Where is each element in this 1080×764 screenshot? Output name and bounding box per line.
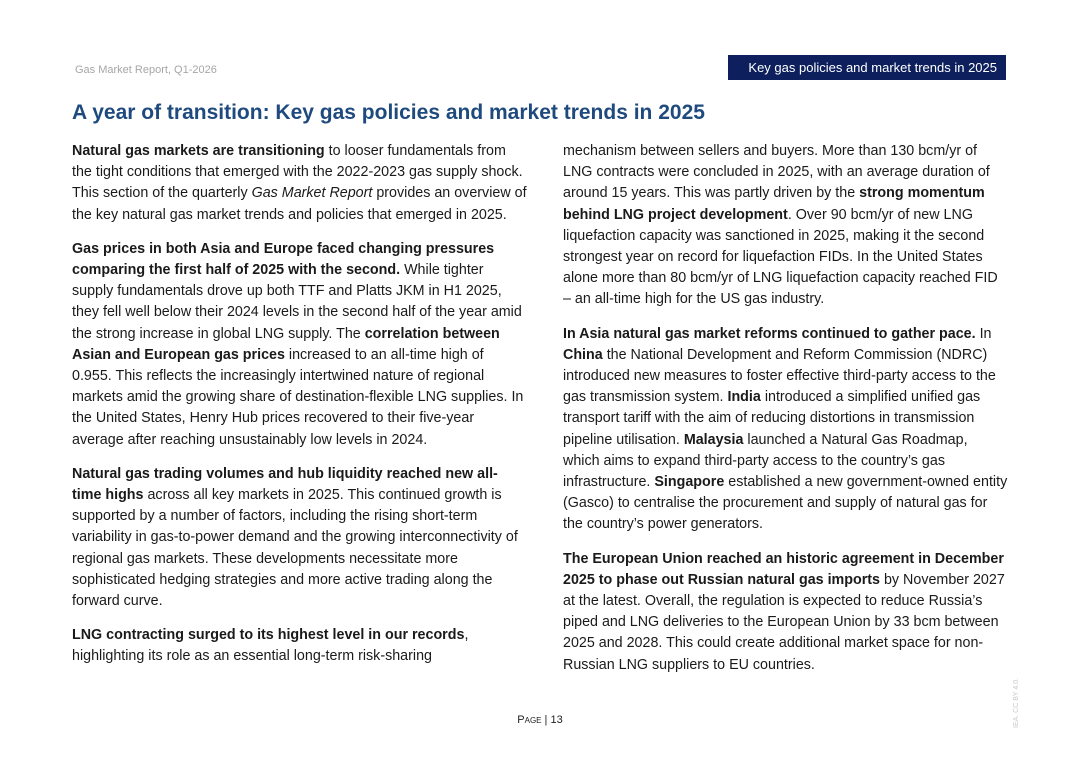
report-title-italic: Gas Market Report <box>251 185 373 202</box>
body-text: to looser fundamentals from the tight conditions that emerged with the 2022-2023 gas supply shock. This section of the quarterly <box>72 143 523 202</box>
report-name: Gas Market Report, Q1-2026 <box>75 64 217 76</box>
lead-bold: Natural gas trading volumes and hub liquidity reached new all-time highs <box>72 465 498 504</box>
country-china: China <box>563 346 603 363</box>
body-text: While tighter supply fundamentals drove up both TTF and Platts JKM in H1 2025, they fell well below their 2024 levels in the second half of the year amid the strong increase in global LNG supply. The <box>72 262 522 342</box>
body-text: introduced a simplified unified gas transport tariff with the aim of reducing distortions in transmission pipeline utilisation. <box>563 389 981 448</box>
lead-bold: In Asia natural gas market reforms continued to gather pace. <box>563 325 976 342</box>
body-text: increased to an all-time high of 0.955. This reflects the increasingly intertwined nature of regional markets amid the growing share of destination-flexible LNG supplies. In the United States, Henry Hub prices recovered to their five-year average after reaching unsustainably low levels in 2024. <box>72 346 524 448</box>
emphasis-bold: correlation between Asian and European gas prices <box>72 325 500 363</box>
body-text: provides an overview of the key natural gas market trends and policies that emerged in 2025. <box>72 185 527 223</box>
page-footer <box>0 714 1080 726</box>
page-separator: | <box>541 714 551 726</box>
body-text: established a new government-owned entity (Gasco) to centralise the procurement and supply of natural gas for the country’s power generators. <box>563 474 1008 533</box>
country-singapore: Singapore <box>654 474 725 491</box>
paragraph-asia-reforms <box>563 324 1008 536</box>
lead-bold: Gas prices in both Asia and Europe faced changing pressures comparing the first half of 2025 with the second. <box>72 240 495 279</box>
paragraph-gas-prices <box>72 239 527 451</box>
license-notice: IEA. CC BY 4.0. <box>1013 677 1020 728</box>
paragraph-lng-continued <box>563 141 1008 311</box>
section-tab: Key gas policies and market trends in 2025 <box>728 55 1006 80</box>
body-text: , highlighting its role as an essential long-term risk-sharing <box>72 627 469 665</box>
lead-bold: LNG contracting surged to its highest level in our records <box>72 627 465 644</box>
country-malaysia: Malaysia <box>683 431 744 448</box>
body-text: by November 2027 at the latest. Overall, the regulation is expected to reduce Russia’s piped and LNG deliveries to the European Union by 33 bcm between 2025 and 2028. This could create additional market space for non-Russian LNG suppliers to EU countries. <box>563 571 1005 673</box>
page-label: Page <box>517 714 542 726</box>
right-column <box>563 141 1008 689</box>
emphasis-bold: strong momentum behind LNG project development <box>563 185 985 223</box>
lead-bold: Natural gas markets are transitioning <box>72 143 325 159</box>
left-column <box>72 141 527 681</box>
body-text: across all key markets in 2025. This continued growth is supported by a number of factors, including the rising short-term variability in gas-to-power demand and the growing interconnectivity of regional gas markets. These developments necessitate more sophisticated hedging strategies and more active trading along the forward curve. <box>72 487 518 610</box>
body-text: mechanism between sellers and buyers. More than 130 bcm/yr of LNG contracts were concluded in 2025, with an average duration of around 15 years. This was partly driven by the <box>563 143 990 202</box>
page-title: A year of transition: Key gas policies and market trends in 2025 <box>72 101 705 124</box>
body-text: . Over 90 bcm/yr of new LNG liquefaction capacity was sanctioned in 2025, making it the second strongest year on record for liquefaction FIDs. In the United States alone more than 80 bcm/yr of LNG liquefaction capacity reached FID – an all-time high for the US gas industry. <box>563 206 998 308</box>
body-text: launched a Natural Gas Roadmap, which aims to expand third-party access to the country’s gas infrastructure. <box>563 431 968 491</box>
paragraph-lng-contracting <box>72 625 527 667</box>
paragraph-trading-volumes <box>72 464 527 612</box>
country-india: India <box>727 389 761 406</box>
lead-bold: The European Union reached an historic agreement in December 2025 to phase out Russian natural gas imports <box>563 550 1004 588</box>
paragraph-market-transition <box>72 141 527 226</box>
body-text: In <box>975 325 992 342</box>
page-number: 13 <box>550 714 563 726</box>
paragraph-eu-agreement <box>563 549 1008 676</box>
body-text: the National Development and Reform Commission (NDRC) introduced new measures to foster effective third-party access to the gas transmission system. <box>563 346 996 406</box>
